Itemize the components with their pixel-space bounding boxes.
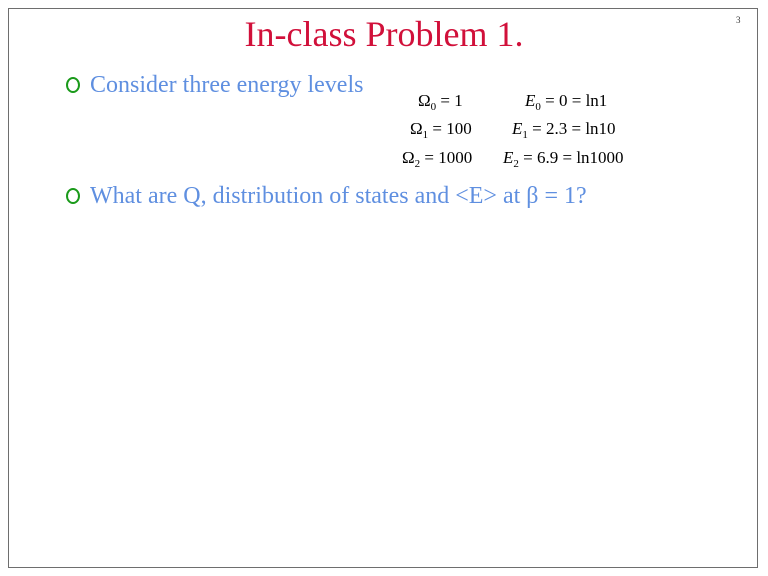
omega-2-equation: $\Omega_2 = 1000$ xyxy=(402,148,473,170)
hollow-circle-icon xyxy=(66,188,80,204)
energy-2-equation: $E_2 = 6.9 = \ln 1000$ xyxy=(503,148,624,170)
bullet-text: Consider three energy levels xyxy=(90,72,364,98)
hollow-circle-icon xyxy=(66,77,80,93)
slide-title: In-class Problem 1. xyxy=(244,14,524,54)
bullet-question xyxy=(66,181,587,211)
energy-0-equation: $E_0 = 0 = \ln 1$ xyxy=(525,91,608,113)
bullet-text: What are Q, distribution of states and <E> at β = 1? xyxy=(90,183,587,209)
omega-1-equation: $\Omega_1 = 100$ xyxy=(410,119,472,141)
page-number: 3 xyxy=(736,15,741,25)
omega-0-equation: $\Omega_0 = 1$ xyxy=(418,91,463,113)
energy-1-equation: $E_1 = 2.3 = \ln 10$ xyxy=(512,119,616,141)
bullet-consider-levels xyxy=(66,70,363,100)
